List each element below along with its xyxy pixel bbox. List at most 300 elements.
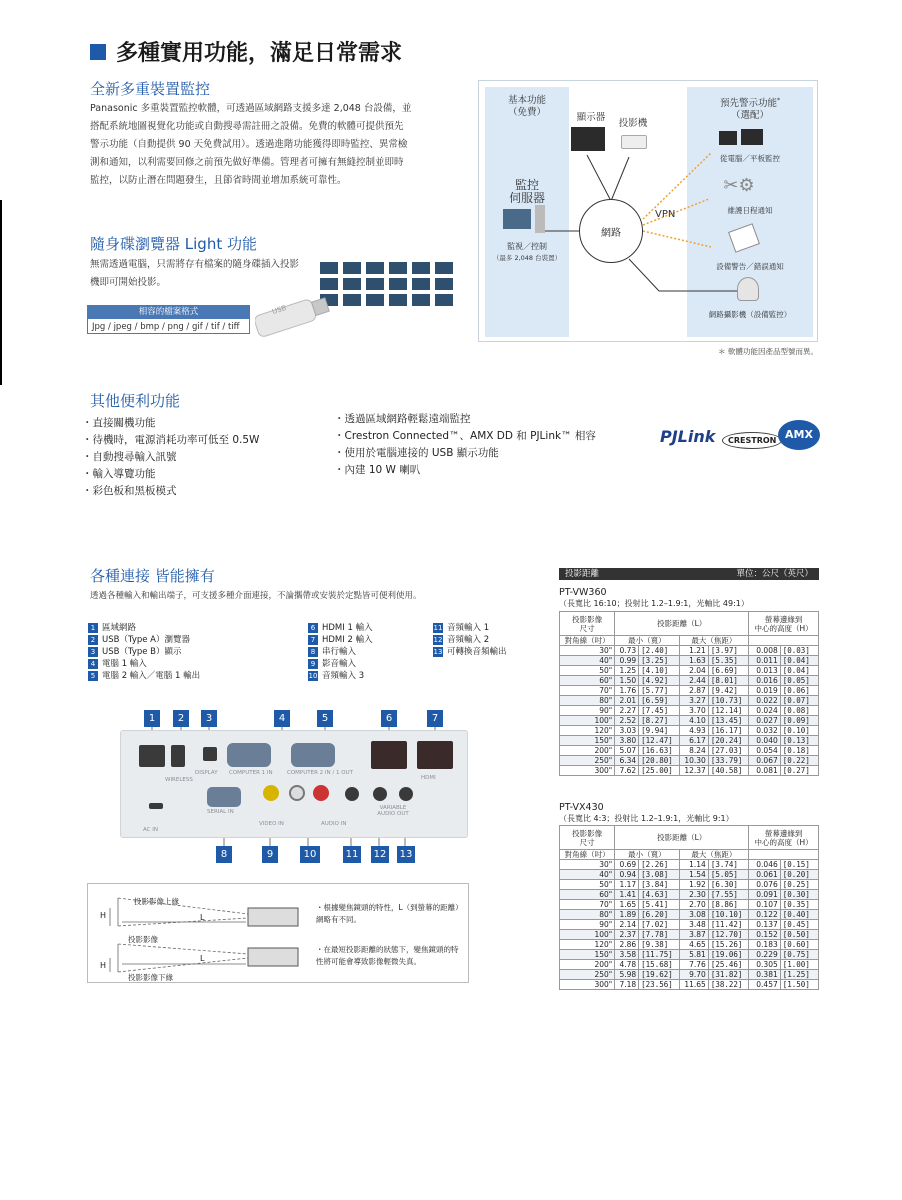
table-cell: 80" xyxy=(560,696,615,706)
tools-icon: ✂⚙ xyxy=(723,175,755,196)
table-cell: 250" xyxy=(560,756,615,766)
table-cell: 0.076 xyxy=(749,880,781,890)
other-list-right xyxy=(334,411,596,479)
monitor-control-label: 監視／控制 xyxy=(507,242,547,251)
table-cell: [3.08] xyxy=(639,870,679,880)
table-cell: [0.03] xyxy=(780,646,818,656)
table-cell: 60" xyxy=(560,890,615,900)
table-cell: [19.06] xyxy=(708,950,748,960)
table-cell: [4.92] xyxy=(639,676,679,686)
computer2-port xyxy=(291,743,335,767)
table-row xyxy=(560,646,819,656)
table-row xyxy=(560,890,819,900)
crestron-logo: CRESTRON xyxy=(722,432,782,449)
table-cell: [0.07] xyxy=(780,696,818,706)
lower-edge-label: 投影影像下緣 xyxy=(128,973,173,982)
projector-icon xyxy=(621,135,647,149)
table-cell: [0.13] xyxy=(780,736,818,746)
list-item: ・ 內建 10 W 喇叭 xyxy=(334,462,596,479)
table-cell: 0.024 xyxy=(749,706,781,716)
table-cell: [7.02] xyxy=(639,920,679,930)
table-cell: 2.86 xyxy=(615,940,639,950)
monitoring-diagram: 基本功能 （免費） 監控 伺服器 監視／控制 （最多 2,048 台裝置） 顯示器 投影機 網路 VPN 預先警示功能* （選配） 從電腦／平板監控 ✂⚙ 維護日程通知 設備警告／錯誤通知 網路攝影機（設備監控） xyxy=(478,80,818,342)
table-cell: [11.75] xyxy=(639,950,679,960)
callout-5: 5 xyxy=(317,710,333,727)
table-cell: [6.30] xyxy=(708,880,748,890)
table-cell: [2.26] xyxy=(639,860,679,870)
table-cell: 1.41 xyxy=(615,890,639,900)
display-port-label: DISPLAY xyxy=(195,770,218,776)
table-cell: 0.183 xyxy=(749,940,781,950)
table-row xyxy=(560,676,819,686)
ac-in-label: AC IN xyxy=(143,827,158,833)
table-cell: 120" xyxy=(560,940,615,950)
basic-label: 基本功能 xyxy=(507,95,546,106)
table-cell: [10.10] xyxy=(708,910,748,920)
h-label-top: H xyxy=(100,911,107,920)
list-item: 8 串行輸入 xyxy=(308,646,373,658)
table-row xyxy=(560,880,819,890)
distance-table-bar: 投影距離 單位：公尺（英尺） xyxy=(559,568,819,580)
table-cell: 0.022 xyxy=(749,696,781,706)
list-item: ・ 輸入導覽功能 xyxy=(82,466,259,483)
table-cell: 60" xyxy=(560,676,615,686)
table-cell: 0.011 xyxy=(749,656,781,666)
variable-audio-label: VARIABLE AUDIO OUT xyxy=(377,805,409,817)
table-cell: [0.10] xyxy=(780,726,818,736)
table-cell: 0.107 xyxy=(749,900,781,910)
callout-11: 11 xyxy=(343,846,361,863)
file-formats-box xyxy=(87,305,250,334)
table-cell: 0.067 xyxy=(749,756,781,766)
callout-9: 9 xyxy=(262,846,278,863)
l-label-bottom: L xyxy=(200,954,205,963)
table-cell: [5.77] xyxy=(639,686,679,696)
lan-port xyxy=(139,745,165,767)
table-cell: 0.152 xyxy=(749,930,781,940)
page-edge-mark xyxy=(0,200,2,385)
table-row xyxy=(560,970,819,980)
table-row xyxy=(560,980,819,990)
table-cell: 2.37 xyxy=(615,930,639,940)
file-formats-label: 相容的檔案格式 xyxy=(88,306,249,319)
table-row xyxy=(560,950,819,960)
table-cell: [7.55] xyxy=(708,890,748,900)
usb-body: 無需透過電腦，只需將存有檔案的隨身碟插入投影 機即可開始投影。 xyxy=(90,259,300,288)
table-cell: [0.40] xyxy=(780,910,818,920)
table-cell: [11.42] xyxy=(708,920,748,930)
table-cell: 0.081 xyxy=(749,766,781,776)
table-cell: 1.17 xyxy=(615,880,639,890)
table-cell: [0.50] xyxy=(780,930,818,940)
callout-4: 4 xyxy=(274,710,290,727)
table-cell: [40.58] xyxy=(708,766,748,776)
video-in-port xyxy=(263,785,279,801)
advanced-opt-label: （選配） xyxy=(730,110,769,122)
table-cell: 3.03 xyxy=(615,726,639,736)
table-cell: [9.42] xyxy=(708,686,748,696)
callout-6: 6 xyxy=(381,710,397,727)
table-cell: [3.25] xyxy=(639,656,679,666)
table-row xyxy=(560,736,819,746)
list-item: ・ 彩色板和黑板模式 xyxy=(82,483,259,500)
table-cell: [0.06] xyxy=(780,686,818,696)
table-cell: 0.69 xyxy=(615,860,639,870)
callout-1: 1 xyxy=(144,710,160,727)
maintenance-label: 維護日程通知 xyxy=(727,206,773,215)
table-cell: 200" xyxy=(560,960,615,970)
list-item: ・ 使用於電腦連接的 USB 顯示功能 xyxy=(334,445,596,462)
distance-table-vx430: 投影影像 尺寸 投影距離（L） 螢幕邊緣到 中心的高度（H） 對角線（吋） 最小（寬） 最大（焦距） 30" 0.69 [2.26] 1.14 [3.74] 0.046 [0.15] 40" 0.94 [3.08] 1.54 [5.05] 0.061 [0.20] 50" 1.17 [3.84] 1.92 [6.30] 0.076 [0.25] 60" 1.41 [4.63] 2.30 [7.55] 0.091 [0.30] 70" 1.65 [5.41] 2.70 [8.86] 0.107 [0.35] 80" 1.89 [6.20] 3.08 [10.10] 0.122 [0.40] 90" 2.14 [7.02] 3.48 [11.42] 0.137 [0.45] 100" 2.37 [7.78] 3.87 [12.70] 0.152 [0.50] 120" 2.86 [9.38] 4.65 [15.26] 0.183 [0.60] 150" 3.58 [11.75] 5.81 [19.06] 0.229 [0.75] 200" 4.78 [15.68] 7.76 [25.46] 0.305 [1.00] 250" 5.98 [19.62] 9.70 [31.82] 0.381 [1.25] 300" 7.18 [23.56] 11.65 [38.22] 0.457 [1.50] xyxy=(559,825,819,990)
table-cell: [33.79] xyxy=(708,756,748,766)
table-cell: 11.65 xyxy=(679,980,708,990)
throw-note-1: ・根據變焦鏡頭的特性，L（到螢幕的距離）網略有不同。 xyxy=(316,903,459,924)
connect-heading: 各種連接 皆能擁有 xyxy=(90,567,215,585)
callout-12: 12 xyxy=(371,846,389,863)
list-item: 6 HDMI 1 輸入 xyxy=(308,622,373,634)
table-cell: 3.87 xyxy=(679,930,708,940)
list-item: 3 USB（Type B）顯示 xyxy=(88,646,200,658)
table-cell: 0.99 xyxy=(615,656,639,666)
table-cell: 12.37 xyxy=(679,766,708,776)
table-cell: 3.70 xyxy=(679,706,708,716)
monitor-body: Panasonic 多重裝置監控軟體，可透過區域網路支援多達 2,048 台設備，並 搭配系統地圖視覺化功能或自動搜尋需註冊之設備。免費的軟體可提供預先 警示功能（自動提供 90 天免費試用）。透過進階功能獲得即時監控、異常檢 測和通知，以利需要回修之前預先做好準備。管理者可擁有無縫控制並即時 監控，以防止潛在問題發生，且節省時間並增加系統可靠性。 xyxy=(90,103,412,186)
table-cell: [0.05] xyxy=(780,676,818,686)
list-item: 4 電腦 1 輸入 xyxy=(88,658,200,670)
connect-list-3 xyxy=(433,622,507,658)
table-cell: 0.94 xyxy=(615,870,639,880)
table-cell: [8.27] xyxy=(639,716,679,726)
table-cell: [0.27] xyxy=(780,766,818,776)
table-cell: [5.41] xyxy=(639,900,679,910)
table-cell: 0.013 xyxy=(749,666,781,676)
table-cell: 3.48 xyxy=(679,920,708,930)
server-monitor-icon xyxy=(503,209,531,229)
table-row xyxy=(560,930,819,940)
server-tower-icon xyxy=(535,205,545,233)
table-cell: [20.80] xyxy=(639,756,679,766)
security-slot xyxy=(149,803,163,809)
table-cell: 40" xyxy=(560,656,615,666)
table-row xyxy=(560,756,819,766)
table-row xyxy=(560,870,819,880)
table-cell: 0.457 xyxy=(749,980,781,990)
amx-logo: AMX xyxy=(778,420,820,450)
monitor-heading: 全新多重裝置監控 xyxy=(90,80,211,98)
table-cell: 1.21 xyxy=(679,646,708,656)
table-cell: 8.24 xyxy=(679,746,708,756)
audio-out-port xyxy=(399,787,413,801)
table-cell: [5.05] xyxy=(708,870,748,880)
table-cell: [0.08] xyxy=(780,706,818,716)
table-cell: 1.76 xyxy=(615,686,639,696)
audio-l-port xyxy=(289,785,305,801)
list-item: ・ 透過區域網路輕鬆遠端監控 xyxy=(334,411,596,428)
table-cell: 0.008 xyxy=(749,646,781,656)
table-cell: 90" xyxy=(560,706,615,716)
connect-body: 透過各種輸入和輸出端子，可支援多種介面連接，不論攜帶或安裝於定點皆可便利使用。 xyxy=(90,591,422,601)
table-cell: 0.122 xyxy=(749,910,781,920)
table-cell: 2.01 xyxy=(615,696,639,706)
table-cell: 2.30 xyxy=(679,890,708,900)
table-cell: 4.65 xyxy=(679,940,708,950)
list-item: ・ 直接關機功能 xyxy=(82,415,259,432)
table-cell: [31.82] xyxy=(708,970,748,980)
table-cell: 1.63 xyxy=(679,656,708,666)
table-cell: 4.10 xyxy=(679,716,708,726)
callout-8: 8 xyxy=(216,846,232,863)
table-cell: [6.20] xyxy=(639,910,679,920)
table-cell: 6.17 xyxy=(679,736,708,746)
table-cell: [1.25] xyxy=(780,970,818,980)
table-cell: 150" xyxy=(560,950,615,960)
table-cell: [12.70] xyxy=(708,930,748,940)
connector-panel-image xyxy=(120,730,468,838)
table-cell: [0.04] xyxy=(780,656,818,666)
audio-in1-port xyxy=(345,787,359,801)
table-cell: [0.75] xyxy=(780,950,818,960)
table-cell: 0.032 xyxy=(749,726,781,736)
hdmi-label: HDMI xyxy=(421,775,436,781)
table-cell: 5.98 xyxy=(615,970,639,980)
table-cell: [19.62] xyxy=(639,970,679,980)
table-cell: [8.01] xyxy=(708,676,748,686)
table-cell: [15.68] xyxy=(639,960,679,970)
table-cell: 2.27 xyxy=(615,706,639,716)
table-cell: [0.30] xyxy=(780,890,818,900)
table-cell: 10.30 xyxy=(679,756,708,766)
table-cell: 0.019 xyxy=(749,686,781,696)
computer1-port xyxy=(227,743,271,767)
throw-note-2: ・在最短投影距離的狀態下，變焦鏡頭的特性將可能會導致影像輕微失真。 xyxy=(316,945,459,966)
table-cell: [0.04] xyxy=(780,666,818,676)
table-cell: [25.46] xyxy=(708,960,748,970)
max-devices-label: （最多 2,048 台裝置） xyxy=(492,254,562,262)
table-cell: [0.22] xyxy=(780,756,818,766)
table-cell: 0.091 xyxy=(749,890,781,900)
table-row xyxy=(560,696,819,706)
table-cell: [6.59] xyxy=(639,696,679,706)
advanced-label: 預先警示功能 xyxy=(719,98,777,110)
table-cell: [0.09] xyxy=(780,716,818,726)
network-node: 網路 xyxy=(579,199,643,263)
table-cell: [15.26] xyxy=(708,940,748,950)
table-cell: 3.80 xyxy=(615,736,639,746)
callout-3: 3 xyxy=(201,710,217,727)
warning-label: 設備警告／錯誤通知 xyxy=(716,262,784,271)
table-cell: 1.25 xyxy=(615,666,639,676)
table-cell: 1.89 xyxy=(615,910,639,920)
table-cell: 7.76 xyxy=(679,960,708,970)
usb-stick-label: USB xyxy=(271,303,288,317)
table-cell: 1.54 xyxy=(679,870,708,880)
callout-2: 2 xyxy=(173,710,189,727)
table-cell: 0.137 xyxy=(749,920,781,930)
table-cell: [4.63] xyxy=(639,890,679,900)
table-row xyxy=(560,920,819,930)
model-vx430-spec: （長寬比 4:3；投射比 1.2–1.9:1，光軸比 9:1） xyxy=(559,814,734,823)
table-cell: 0.305 xyxy=(749,960,781,970)
diagram-footnote: ＊ 軟體功能因產品型號而異。 xyxy=(718,347,818,356)
table-cell: 300" xyxy=(560,980,615,990)
throw-distance-diagram xyxy=(87,883,469,983)
table-cell: 200" xyxy=(560,746,615,756)
table-cell: [0.20] xyxy=(780,870,818,880)
pc-tablet-label: 從電腦／平板監控 xyxy=(720,154,780,163)
other-list-left xyxy=(82,415,259,500)
table-cell: [9.94] xyxy=(639,726,679,736)
list-item: 13 可轉換音頻輸出 xyxy=(433,647,507,657)
table-cell: 7.62 xyxy=(615,766,639,776)
table-cell: [0.35] xyxy=(780,900,818,910)
pc-icon xyxy=(741,129,763,145)
table-cell: 4.78 xyxy=(615,960,639,970)
table-cell: 2.87 xyxy=(679,686,708,696)
table-row xyxy=(560,666,819,676)
table-cell: 4.93 xyxy=(679,726,708,736)
table-cell: 2.14 xyxy=(615,920,639,930)
table-cell: 0.229 xyxy=(749,950,781,960)
table-row xyxy=(560,726,819,736)
table-cell: [0.60] xyxy=(780,940,818,950)
table-cell: 5.81 xyxy=(679,950,708,960)
table-cell: [16.63] xyxy=(639,746,679,756)
table-cell: 90" xyxy=(560,920,615,930)
usb-thumbnails-image xyxy=(255,258,470,340)
table-cell: 2.44 xyxy=(679,676,708,686)
table-cell: [25.00] xyxy=(639,766,679,776)
table-cell: 250" xyxy=(560,970,615,980)
table-cell: 0.046 xyxy=(749,860,781,870)
hdmi2-port xyxy=(417,741,453,769)
table-row xyxy=(560,910,819,920)
list-item: 12 音頻輸入 2 xyxy=(433,635,490,645)
table-cell: [23.56] xyxy=(639,980,679,990)
upper-edge-label: 投影影像上緣 xyxy=(134,897,179,906)
table-row xyxy=(560,716,819,726)
table-row xyxy=(560,686,819,696)
callout-7: 7 xyxy=(427,710,443,727)
list-item: 7 HDMI 2 輸入 xyxy=(308,634,373,646)
table-row xyxy=(560,900,819,910)
table-cell: 120" xyxy=(560,726,615,736)
table-cell: 150" xyxy=(560,736,615,746)
table-cell: 30" xyxy=(560,860,615,870)
video-in-label: VIDEO IN xyxy=(259,821,284,827)
title-square-icon xyxy=(90,44,106,60)
connect-list-1 xyxy=(88,622,200,682)
list-item: 2 USB（Type A）瀏覽器 xyxy=(88,634,200,646)
model-vw360: PT-VW360 xyxy=(559,587,607,598)
table-cell: 0.061 xyxy=(749,870,781,880)
table-cell: 9.70 xyxy=(679,970,708,980)
table-cell: [9.38] xyxy=(639,940,679,950)
table-cell: 50" xyxy=(560,666,615,676)
table-cell: [3.97] xyxy=(708,646,748,656)
computer1-label: COMPUTER 1 IN xyxy=(229,770,273,776)
table-cell: 1.14 xyxy=(679,860,708,870)
table-cell: 5.07 xyxy=(615,746,639,756)
table-cell: 100" xyxy=(560,930,615,940)
table-cell: [7.45] xyxy=(639,706,679,716)
table-cell: [20.24] xyxy=(708,736,748,746)
model-vw360-spec: （長寬比 16:10；投射比 1.2–1.9:1，光軸比 49:1） xyxy=(559,599,749,608)
audio-in-label: AUDIO IN xyxy=(321,821,347,827)
table-cell: [0.45] xyxy=(780,920,818,930)
distance-table-vw360: 投影影像 尺寸 投影距離（L） 螢幕邊緣到 中心的高度（H） 對角線（吋） 最小（寬） 最大（焦距） 30" 0.73 [2.40] 1.21 [3.97] 0.008 [0.03] 40" 0.99 [3.25] 1.63 [5.35] 0.011 [0.04] 50" 1.25 [4.10] 2.04 [6.69] 0.013 [0.04] 60" 1.50 [4.92] 2.44 [8.01] 0.016 [0.05] 70" 1.76 [5.77] 2.87 [9.42] 0.019 [0.06] 80" 2.01 [6.59] 3.27 [10.73] 0.022 [0.07] 90" 2.27 [7.45] 3.70 [12.14] 0.024 [0.08] 100" 2.52 [8.27] 4.10 [13.45] 0.027 [0.09] 120" 3.03 [9.94] 4.93 [16.17] 0.032 [0.10] 150" 3.80 [12.47] 6.17 [20.24] 0.040 [0.13] 200" 5.07 [16.63] 8.24 [27.03] 0.054 [0.18] 250" 6.34 [20.80] 10.30 [33.79] 0.067 [0.22] 300" 7.62 [25.00] 12.37 [40.58] 0.081 [0.27] xyxy=(559,611,819,776)
table-cell: [38.22] xyxy=(708,980,748,990)
connect-list-2 xyxy=(308,622,373,682)
list-item: ・ 自動搜尋輸入訊號 xyxy=(82,449,259,466)
table-cell: 3.27 xyxy=(679,696,708,706)
vpn-label: VPN xyxy=(655,209,676,220)
wireless-label: WIRELESS xyxy=(165,777,193,783)
usb-heading: 隨身碟瀏覽器 Light 功能 xyxy=(90,235,257,253)
table-cell: 100" xyxy=(560,716,615,726)
table-cell: 0.016 xyxy=(749,676,781,686)
table-cell: [7.78] xyxy=(639,930,679,940)
table-cell: 1.65 xyxy=(615,900,639,910)
list-item: ・ Crestron Connected™、AMX DD 和 PJLink™ 相容 xyxy=(334,428,596,445)
table-cell: [12.47] xyxy=(639,736,679,746)
table-cell: 6.34 xyxy=(615,756,639,766)
file-formats-value: Jpg / jpeg / bmp / png / gif / tif / tiff xyxy=(92,322,240,332)
callout-10: 10 xyxy=(300,846,320,863)
table-cell: [2.40] xyxy=(639,646,679,656)
server-label: 監控 伺服器 xyxy=(508,178,545,205)
l-label-top: L xyxy=(200,913,205,922)
table-cell: 2.04 xyxy=(679,666,708,676)
usb-b-port xyxy=(203,747,217,761)
callout-13: 13 xyxy=(397,846,415,863)
callout-lines-bottom xyxy=(120,838,468,848)
table-cell: [10.73] xyxy=(708,696,748,706)
list-item: 5 電腦 2 輸入／電腦 1 輸出 xyxy=(88,670,200,682)
table-row xyxy=(560,860,819,870)
table-row xyxy=(560,960,819,970)
table-cell: [5.35] xyxy=(708,656,748,666)
table-cell: [4.10] xyxy=(639,666,679,676)
table-cell: 0.040 xyxy=(749,736,781,746)
table-cell: 7.18 xyxy=(615,980,639,990)
table-cell: 30" xyxy=(560,646,615,656)
table-cell: 2.52 xyxy=(615,716,639,726)
other-heading: 其他便利功能 xyxy=(90,392,181,410)
camera-label: 網路攝影機（設備監控） xyxy=(708,310,792,319)
display-label: 顯示器 xyxy=(576,112,606,123)
usb-a-port xyxy=(171,745,185,767)
list-item: 1 區域網路 xyxy=(88,622,200,634)
table-row xyxy=(560,766,819,776)
table-row xyxy=(560,656,819,666)
table-cell: [0.15] xyxy=(780,860,818,870)
table-cell: 0.381 xyxy=(749,970,781,980)
projector-label: 投影機 xyxy=(618,118,648,129)
list-item: 9 影音輸入 xyxy=(308,658,373,670)
table-cell: 0.054 xyxy=(749,746,781,756)
table-cell: 1.50 xyxy=(615,676,639,686)
table-cell: [16.17] xyxy=(708,726,748,736)
table-cell: 3.58 xyxy=(615,950,639,960)
basic-free-label: （免費） xyxy=(507,107,546,118)
table-cell: [8.86] xyxy=(708,900,748,910)
list-item: 10 音頻輸入 3 xyxy=(308,671,365,681)
table-cell: 70" xyxy=(560,686,615,696)
table-cell: 0.73 xyxy=(615,646,639,656)
table-cell: 1.92 xyxy=(679,880,708,890)
table-cell: [13.45] xyxy=(708,716,748,726)
table-row xyxy=(560,940,819,950)
